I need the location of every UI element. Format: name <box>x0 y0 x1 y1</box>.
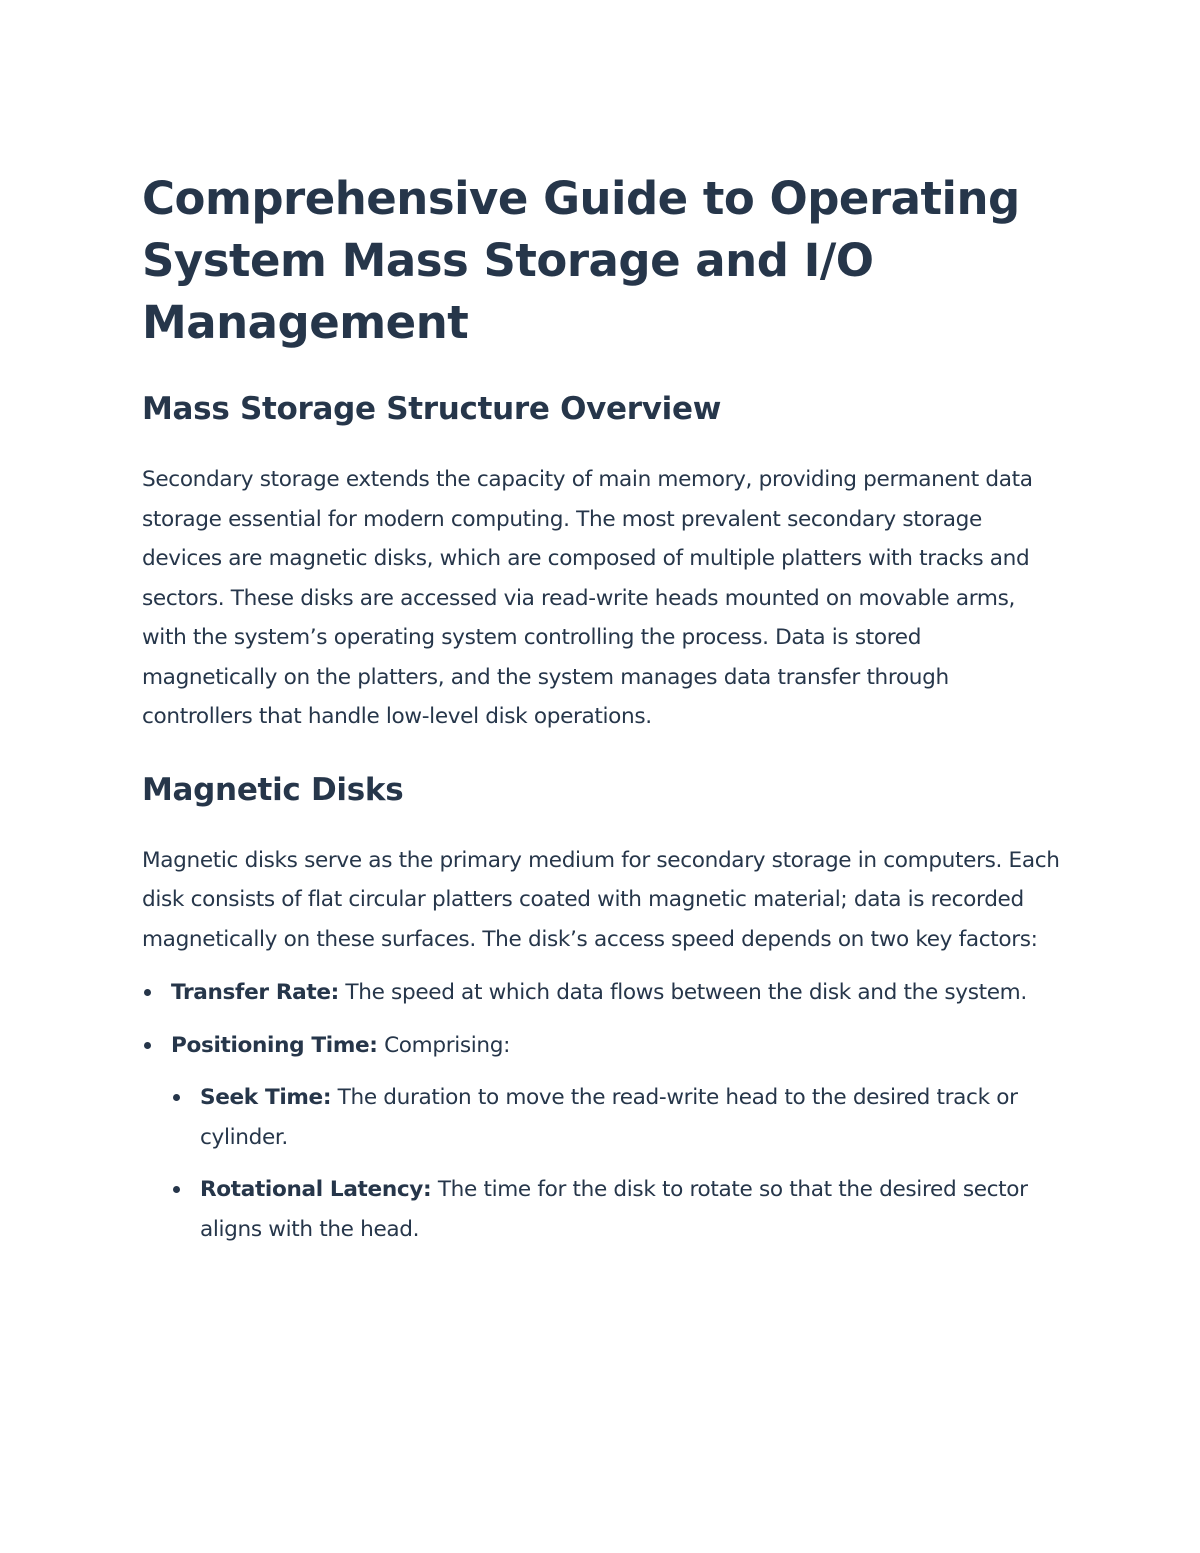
section-heading-magnetic-disks: Magnetic Disks <box>142 771 404 808</box>
list-item-text: The duration to move the read-write head to the desired track or cylinder. <box>200 1085 1018 1150</box>
list-item-term: Rotational Latency: <box>200 1177 432 1202</box>
list-item-rotational-latency <box>171 1170 1062 1249</box>
section-paragraph-magnetic-disks: Magnetic disks serve as the primary medium for secondary storage in computers. Each disk consists of flat circular platters coated with magnetic material; data is recorded magnetically on these surfaces. The disk’s access speed depends on two key factors: <box>142 847 1060 952</box>
list-item-positioning-time <box>142 1026 1062 1250</box>
section-heading-mass-storage: Mass Storage Structure Overview <box>142 391 722 427</box>
document-title: Comprehensive Guide to Operating System Mass Storage and I/O Management <box>142 172 1020 349</box>
list-item-text: The speed at which data flows between the disk and the system. <box>338 980 1027 1005</box>
list-item-term: Seek Time: <box>200 1085 332 1110</box>
bullet-icon <box>173 1186 180 1193</box>
list-item-term: Transfer Rate: <box>171 980 339 1005</box>
bullet-icon <box>173 1094 180 1101</box>
bullet-icon <box>144 1042 151 1049</box>
list-item-seek-time <box>171 1078 1062 1157</box>
list-item-term: Positioning Time: <box>171 1032 378 1058</box>
document-page <box>142 168 1062 1249</box>
factors-list <box>142 973 1062 1249</box>
list-item-text: The time for the disk to rotate so that the desired sector aligns with the head. <box>200 1177 1028 1242</box>
section-paragraph-mass-storage: Secondary storage extends the capacity of main memory, providing permanent data storage essential for modern computing. The most prevalent secondary storage devices are magnetic disks, which are composed of multiple platters with tracks and sectors. These disks are accessed via read-write heads mounted on movable arms, with the system’s operating system controlling the process. Data is stored magnetically on the platters, and the system manages data transfer through controllers that handle low-level disk operations. <box>142 467 1033 729</box>
positioning-time-sublist <box>171 1078 1062 1249</box>
bullet-icon <box>144 989 151 996</box>
list-item-text: Comprising: <box>377 1032 511 1058</box>
list-item-transfer-rate <box>142 973 1062 1013</box>
